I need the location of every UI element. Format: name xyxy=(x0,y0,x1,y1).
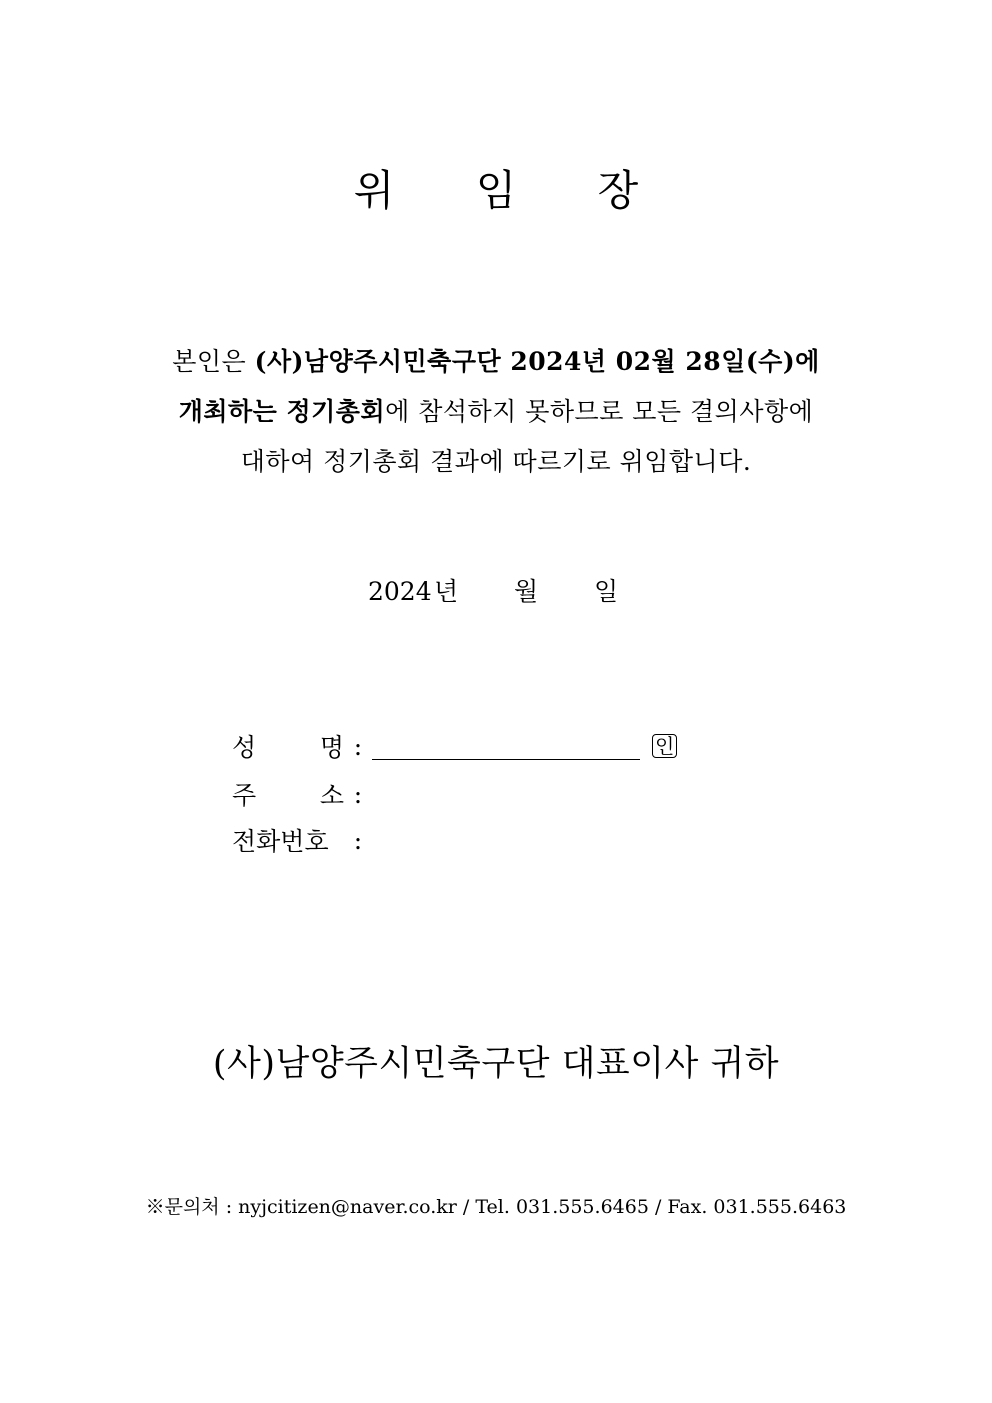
address-colon: : xyxy=(353,779,363,809)
phone-colon: : xyxy=(353,825,363,855)
paragraph-line-2-bold: 개최하는 정기총회 xyxy=(178,397,386,426)
paragraph-line-2-text: 에 참석하지 못하므로 모든 결의사항에 xyxy=(385,397,814,426)
paragraph-line-2 xyxy=(0,387,992,437)
seal-mark: 인 xyxy=(652,734,677,758)
date-line xyxy=(368,572,618,608)
paragraph-line-1-bold: (사)남양주시민축구단 2024년 02월 28일(수)에 xyxy=(254,347,820,376)
address-label: 주 소 xyxy=(232,781,344,810)
date-month-unit: 월 xyxy=(514,577,539,606)
date-year: 2024 xyxy=(368,577,432,606)
date-day-unit: 일 xyxy=(594,577,619,606)
recipient-line: (사)남양주시민축구단 대표이사 귀하 xyxy=(212,1044,780,1084)
name-signature-line[interactable] xyxy=(372,733,640,760)
delegation-paragraph xyxy=(0,337,992,487)
name-row xyxy=(232,728,677,764)
document-title: 위 임 장 xyxy=(353,166,673,215)
paragraph-line-1-text: 본인은 xyxy=(172,347,255,376)
contact-info: ※문의처 : nyjcitizen@naver.co.kr / Tel. 031.555.6465 / Fax. 031.555.6463 xyxy=(145,1196,847,1218)
phone-label: 전화번호 xyxy=(232,827,329,856)
name-colon: : xyxy=(353,731,363,761)
date-year-unit: 년 xyxy=(434,577,459,606)
phone-row xyxy=(232,822,368,858)
name-label: 성 명 xyxy=(232,733,344,762)
address-row xyxy=(232,776,368,812)
paragraph-line-1 xyxy=(0,337,992,387)
paragraph-line-3: 대하여 정기총회 결과에 따르기로 위임합니다. xyxy=(240,447,752,476)
